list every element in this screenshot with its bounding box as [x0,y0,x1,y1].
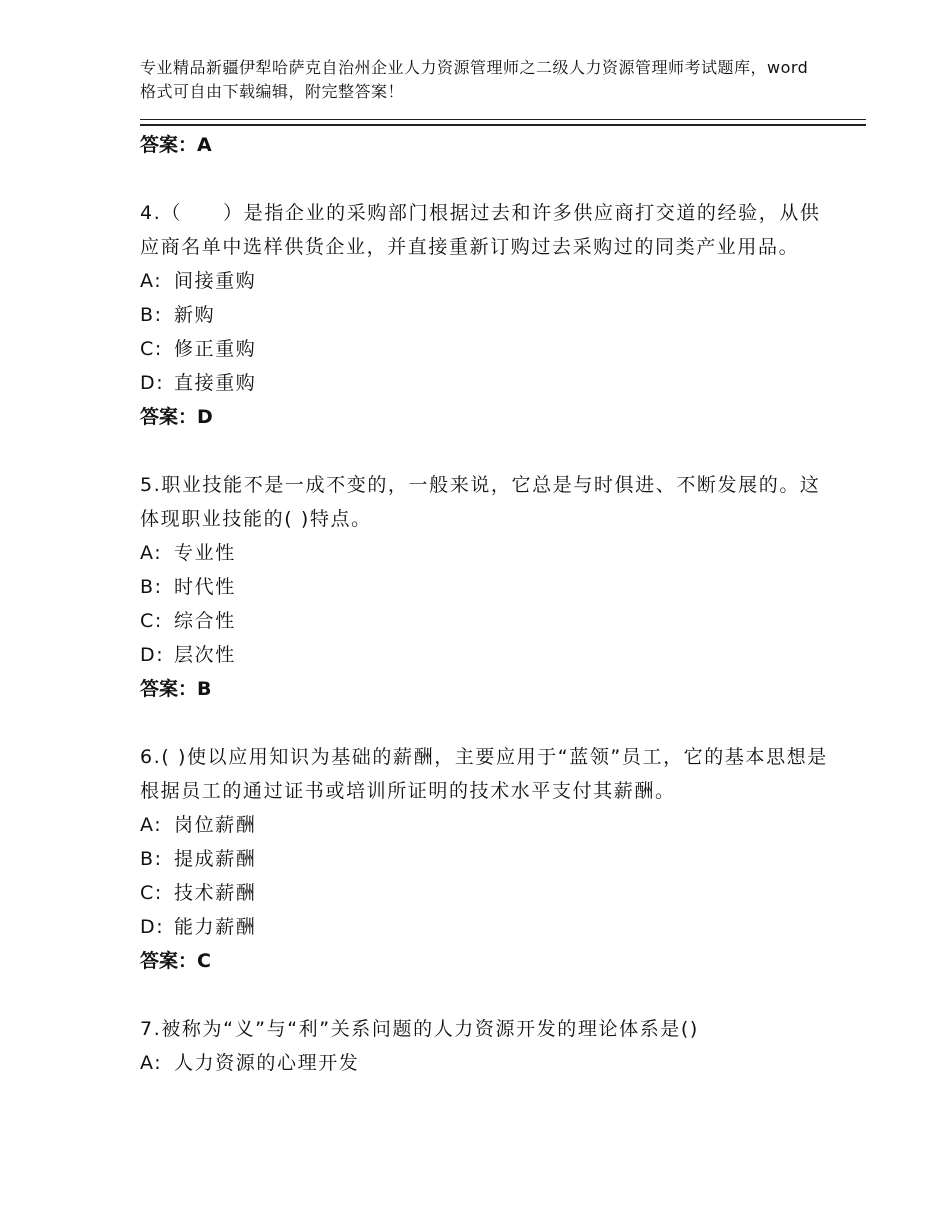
header-title: 专业精品新疆伊犁哈萨克自治州企业人力资源管理师之二级人力资源管理师考试题库，word格式可自由下载编辑，附完整答案！ [140,58,809,101]
question-text: 7.被称为“义”与“利”关系问题的人力资源开发的理论体系是() [140,1018,699,1040]
question-6 [140,740,840,978]
option-letter: C: [140,338,163,360]
question-list [140,128,840,1080]
question-text: 4.（ ）是指企业的采购部门根据过去和许多供应商打交道的经验，从供应商名单中选样供货企业，并直接重新订购过去采购过的同类产业用品。 [140,202,821,258]
option-text: 间接重购 [174,270,257,292]
option-letter: B: [140,848,163,870]
option-letter: C: [140,610,163,632]
option-d [140,638,840,672]
answer: 答案：B [140,678,212,700]
header-divider [140,119,866,126]
option-c [140,604,840,638]
option-letter: A: [140,270,163,292]
option-letter: A: [140,542,163,564]
option-b [140,570,840,604]
option-letter: D: [140,916,165,938]
option-text: 人力资源的心理开发 [174,1052,360,1074]
option-a [140,536,840,570]
answer-previous: 答案：A [140,134,212,156]
option-a [140,1046,840,1080]
option-letter: A: [140,814,163,836]
option-letter: A: [140,1052,163,1074]
option-c [140,876,840,910]
option-d [140,366,840,400]
option-letter: D: [140,644,165,666]
option-text: 能力薪酬 [174,916,257,938]
option-b [140,842,840,876]
option-c [140,332,840,366]
option-text: 提成薪酬 [174,848,257,870]
option-text: 直接重购 [174,372,257,394]
option-letter: B: [140,304,163,326]
spacer [140,978,840,1012]
option-letter: D: [140,372,165,394]
document-header [140,56,820,104]
option-text: 岗位薪酬 [174,814,257,836]
option-letter: B: [140,576,163,598]
option-b [140,298,840,332]
question-7 [140,1012,840,1080]
spacer [140,706,840,740]
answer: 答案：D [140,406,213,428]
question-4 [140,196,840,434]
option-a [140,808,840,842]
question-5 [140,468,840,706]
option-text: 综合性 [174,610,236,632]
question-text: 6.( )使以应用知识为基础的薪酬，主要应用于“蓝领”员工，它的基本思想是根据员工的通过证书或培训所证明的技术水平支付其薪酬。 [140,746,828,802]
spacer [140,434,840,468]
option-letter: C: [140,882,163,904]
option-a [140,264,840,298]
option-text: 修正重购 [174,338,257,360]
spacer [140,162,840,196]
answer: 答案：C [140,950,211,972]
option-text: 新购 [174,304,216,326]
option-text: 技术薪酬 [174,882,257,904]
option-text: 专业性 [174,542,236,564]
option-d [140,910,840,944]
question-text: 5.职业技能不是一成不变的，一般来说，它总是与时俱进、不断发展的。这体现职业技能的( )特点。 [140,474,821,530]
option-text: 层次性 [174,644,236,666]
option-text: 时代性 [174,576,236,598]
